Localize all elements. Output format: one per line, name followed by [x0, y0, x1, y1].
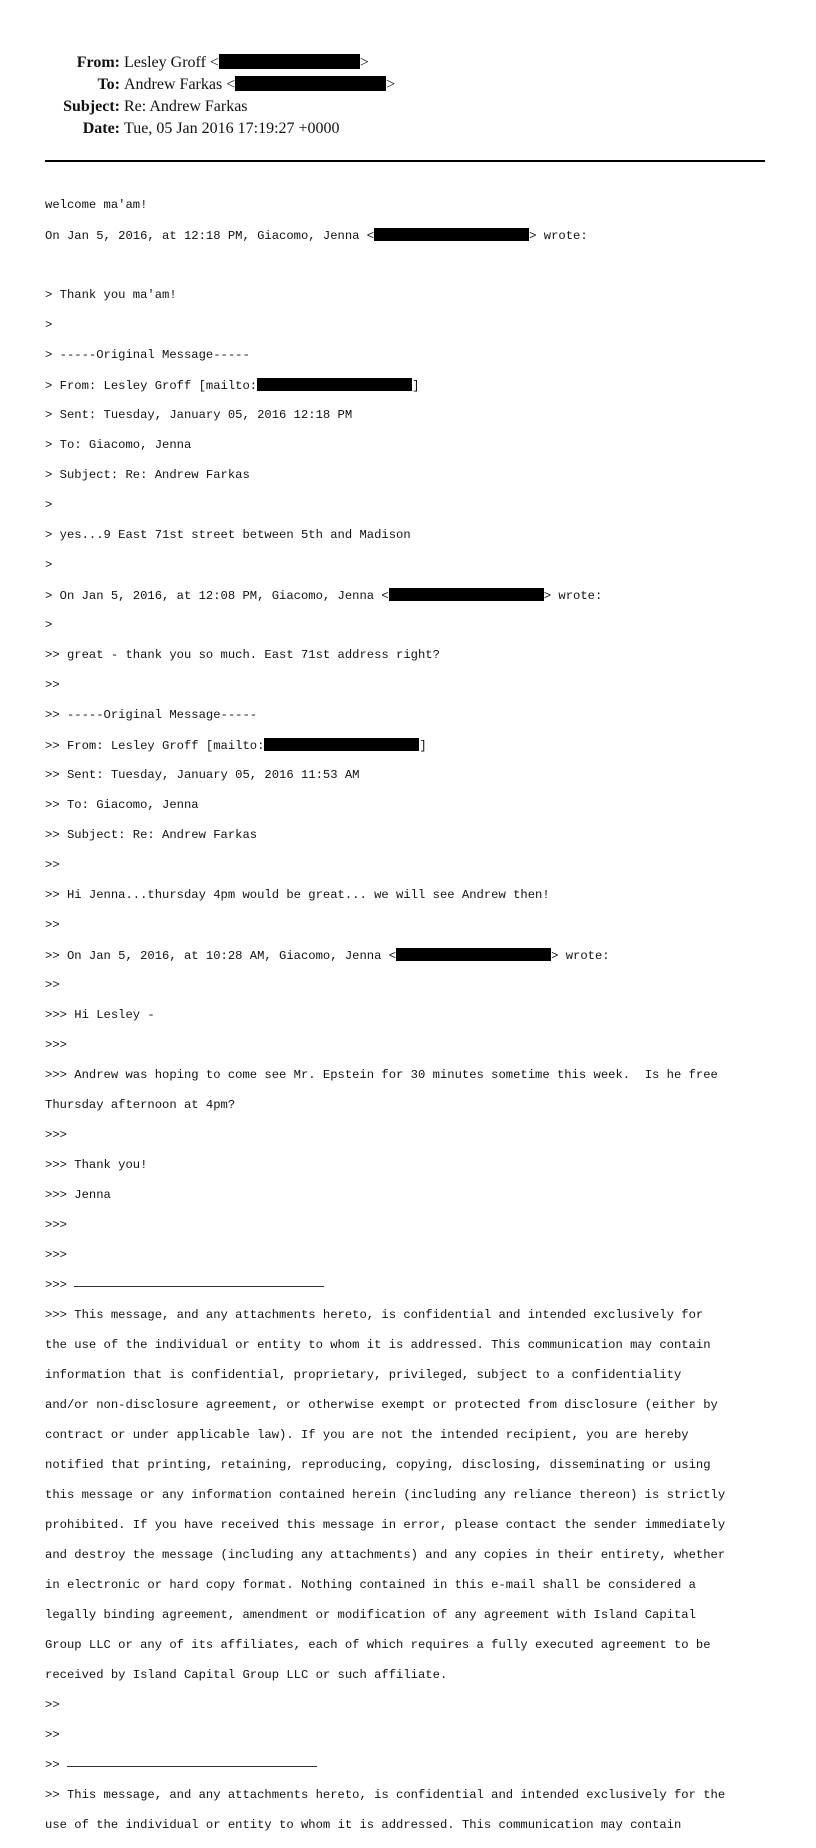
from-row: [0, 52, 816, 74]
disclaimer-line: the use of the individual or entity to whom it is addressed. This communication may contain: [45, 1338, 711, 1352]
disclaimer-line: >>> This message, and any attachments hereto, is confidential and intended exclusively for: [45, 1308, 704, 1322]
quote-attribution: >> On Jan 5, 2016, at 10:28 AM, Giacomo, Jenna < > wrote:: [45, 949, 610, 963]
disclaimer-line: information that is confidential, proprietary, privileged, subject to a confidentiality: [45, 1368, 682, 1382]
body-line: >>: [45, 858, 60, 872]
blank-line: [45, 258, 775, 273]
to-row: [0, 74, 816, 96]
body-line: >>>: [45, 1248, 67, 1262]
quote-attribution: > On Jan 5, 2016, at 12:08 PM, Giacomo, Jenna < > wrote:: [45, 589, 603, 603]
body-line: > Subject: Re: Andrew Farkas: [45, 468, 250, 482]
disclaimer-line: and destroy the message (including any attachments) and any copies in their entirety, whether: [45, 1548, 726, 1562]
to-name: Andrew Farkas <: [124, 76, 236, 93]
disclaimer-line: use of the individual or entity to whom it is addressed. This communication may contain: [45, 1818, 682, 1832]
disclaimer-line: notified that printing, retaining, reproducing, copying, disclosing, disseminating or using: [45, 1458, 711, 1472]
body-line: >> -----Original Message-----: [45, 708, 258, 722]
body-line: >>>: [45, 1038, 67, 1052]
subject-label: Subject:: [63, 98, 120, 115]
to-close: >: [386, 76, 396, 93]
body-line: >> To: Giacomo, Jenna: [45, 798, 199, 812]
body-line: >>>: [45, 1128, 67, 1142]
body-line: welcome ma'am!: [45, 198, 148, 212]
disclaimer-line: Group LLC or any of its affiliates, each of which requires a fully executed agreement to be: [45, 1638, 711, 1652]
disclaimer-line: this message or any information contained herein (including any reliance thereon) is strictly: [45, 1488, 726, 1502]
quote-attribution: On Jan 5, 2016, at 12:18 PM, Giacomo, Jenna < > wrote:: [45, 229, 588, 243]
body-line: >>: [45, 978, 60, 992]
body-line: >>: [45, 1698, 60, 1712]
body-line: >>> Andrew was hoping to come see Mr. Epstein for 30 minutes sometime this week. Is he free: [45, 1068, 718, 1082]
body-line: > From: Lesley Groff [mailto: ]: [45, 379, 420, 393]
body-line: >>> Jenna: [45, 1188, 111, 1202]
from-name: Lesley Groff <: [124, 54, 219, 71]
body-line: >> Subject: Re: Andrew Farkas: [45, 828, 258, 842]
body-line: >> Sent: Tuesday, January 05, 2016 11:53 AM: [45, 768, 360, 782]
redaction-box: [264, 738, 419, 751]
disclaimer-line: in electronic or hard copy format. Nothing contained in this e-mail shall be considered a: [45, 1578, 696, 1592]
body-line: > Thank you ma'am!: [45, 288, 177, 302]
disclaimer-line: legally binding agreement, amendment or modification of any agreement with Island Capital: [45, 1608, 696, 1622]
date-row: [0, 118, 816, 140]
redaction-box: [257, 378, 412, 391]
disclaimer-line: received by Island Capital Group LLC or such affiliate.: [45, 1668, 448, 1682]
body-line: >> From: Lesley Groff [mailto: ]: [45, 739, 427, 753]
disclaimer-line: >> This message, and any attachments hereto, is confidential and intended exclusively for the: [45, 1788, 726, 1802]
body-line: Thursday afternoon at 4pm?: [45, 1098, 236, 1112]
disclaimer-line: prohibited. If you have received this message in error, please contact the sender immediately: [45, 1518, 726, 1532]
signature-separator: >>: [45, 1758, 775, 1773]
from-close: >: [359, 54, 369, 71]
redaction-box: [235, 76, 386, 91]
body-line: >: [45, 618, 53, 632]
body-line: >>: [45, 1728, 60, 1742]
signature-separator: >>>: [45, 1278, 775, 1293]
redaction-box: [374, 228, 529, 241]
date-label: Date:: [82, 120, 120, 137]
body-line: > To: Giacomo, Jenna: [45, 438, 192, 452]
body-line: > Sent: Tuesday, January 05, 2016 12:18 PM: [45, 408, 353, 422]
body-line: > yes...9 East 71st street between 5th and Madison: [45, 528, 411, 542]
disclaimer-line: and/or non-disclosure agreement, or otherwise exempt or protected from disclosure (either by: [45, 1398, 718, 1412]
header-divider: [45, 160, 765, 162]
redaction-box: [396, 948, 551, 961]
redaction-box: [219, 54, 360, 69]
email-body: [45, 183, 775, 1848]
body-line: >: [45, 498, 53, 512]
body-line: >: [45, 318, 53, 332]
subject-value: Re: Andrew Farkas: [124, 98, 248, 115]
disclaimer-line: contract or under applicable law). If you are not the intended recipient, you are hereby: [45, 1428, 689, 1442]
body-line: >>>: [45, 1218, 67, 1232]
separator-line: [67, 1766, 317, 1767]
body-line: >> great - thank you so much. East 71st address right?: [45, 648, 440, 662]
body-line: >> Hi Jenna...thursday 4pm would be great... we will see Andrew then!: [45, 888, 550, 902]
body-line: >>> Hi Lesley -: [45, 1008, 155, 1022]
subject-row: [0, 96, 816, 118]
to-label: To:: [97, 76, 120, 93]
body-line: >>: [45, 918, 60, 932]
body-line: > -----Original Message-----: [45, 348, 250, 362]
to-value: [124, 74, 395, 96]
separator-line: [74, 1286, 324, 1287]
body-line: >>> Thank you!: [45, 1158, 148, 1172]
redaction-box: [389, 588, 544, 601]
date-value: Tue, 05 Jan 2016 17:19:27 +0000: [124, 120, 340, 137]
from-value: [124, 52, 369, 74]
from-label: From:: [76, 54, 120, 71]
body-line: >>: [45, 678, 60, 692]
body-line: >: [45, 558, 53, 572]
email-header: [0, 52, 816, 140]
